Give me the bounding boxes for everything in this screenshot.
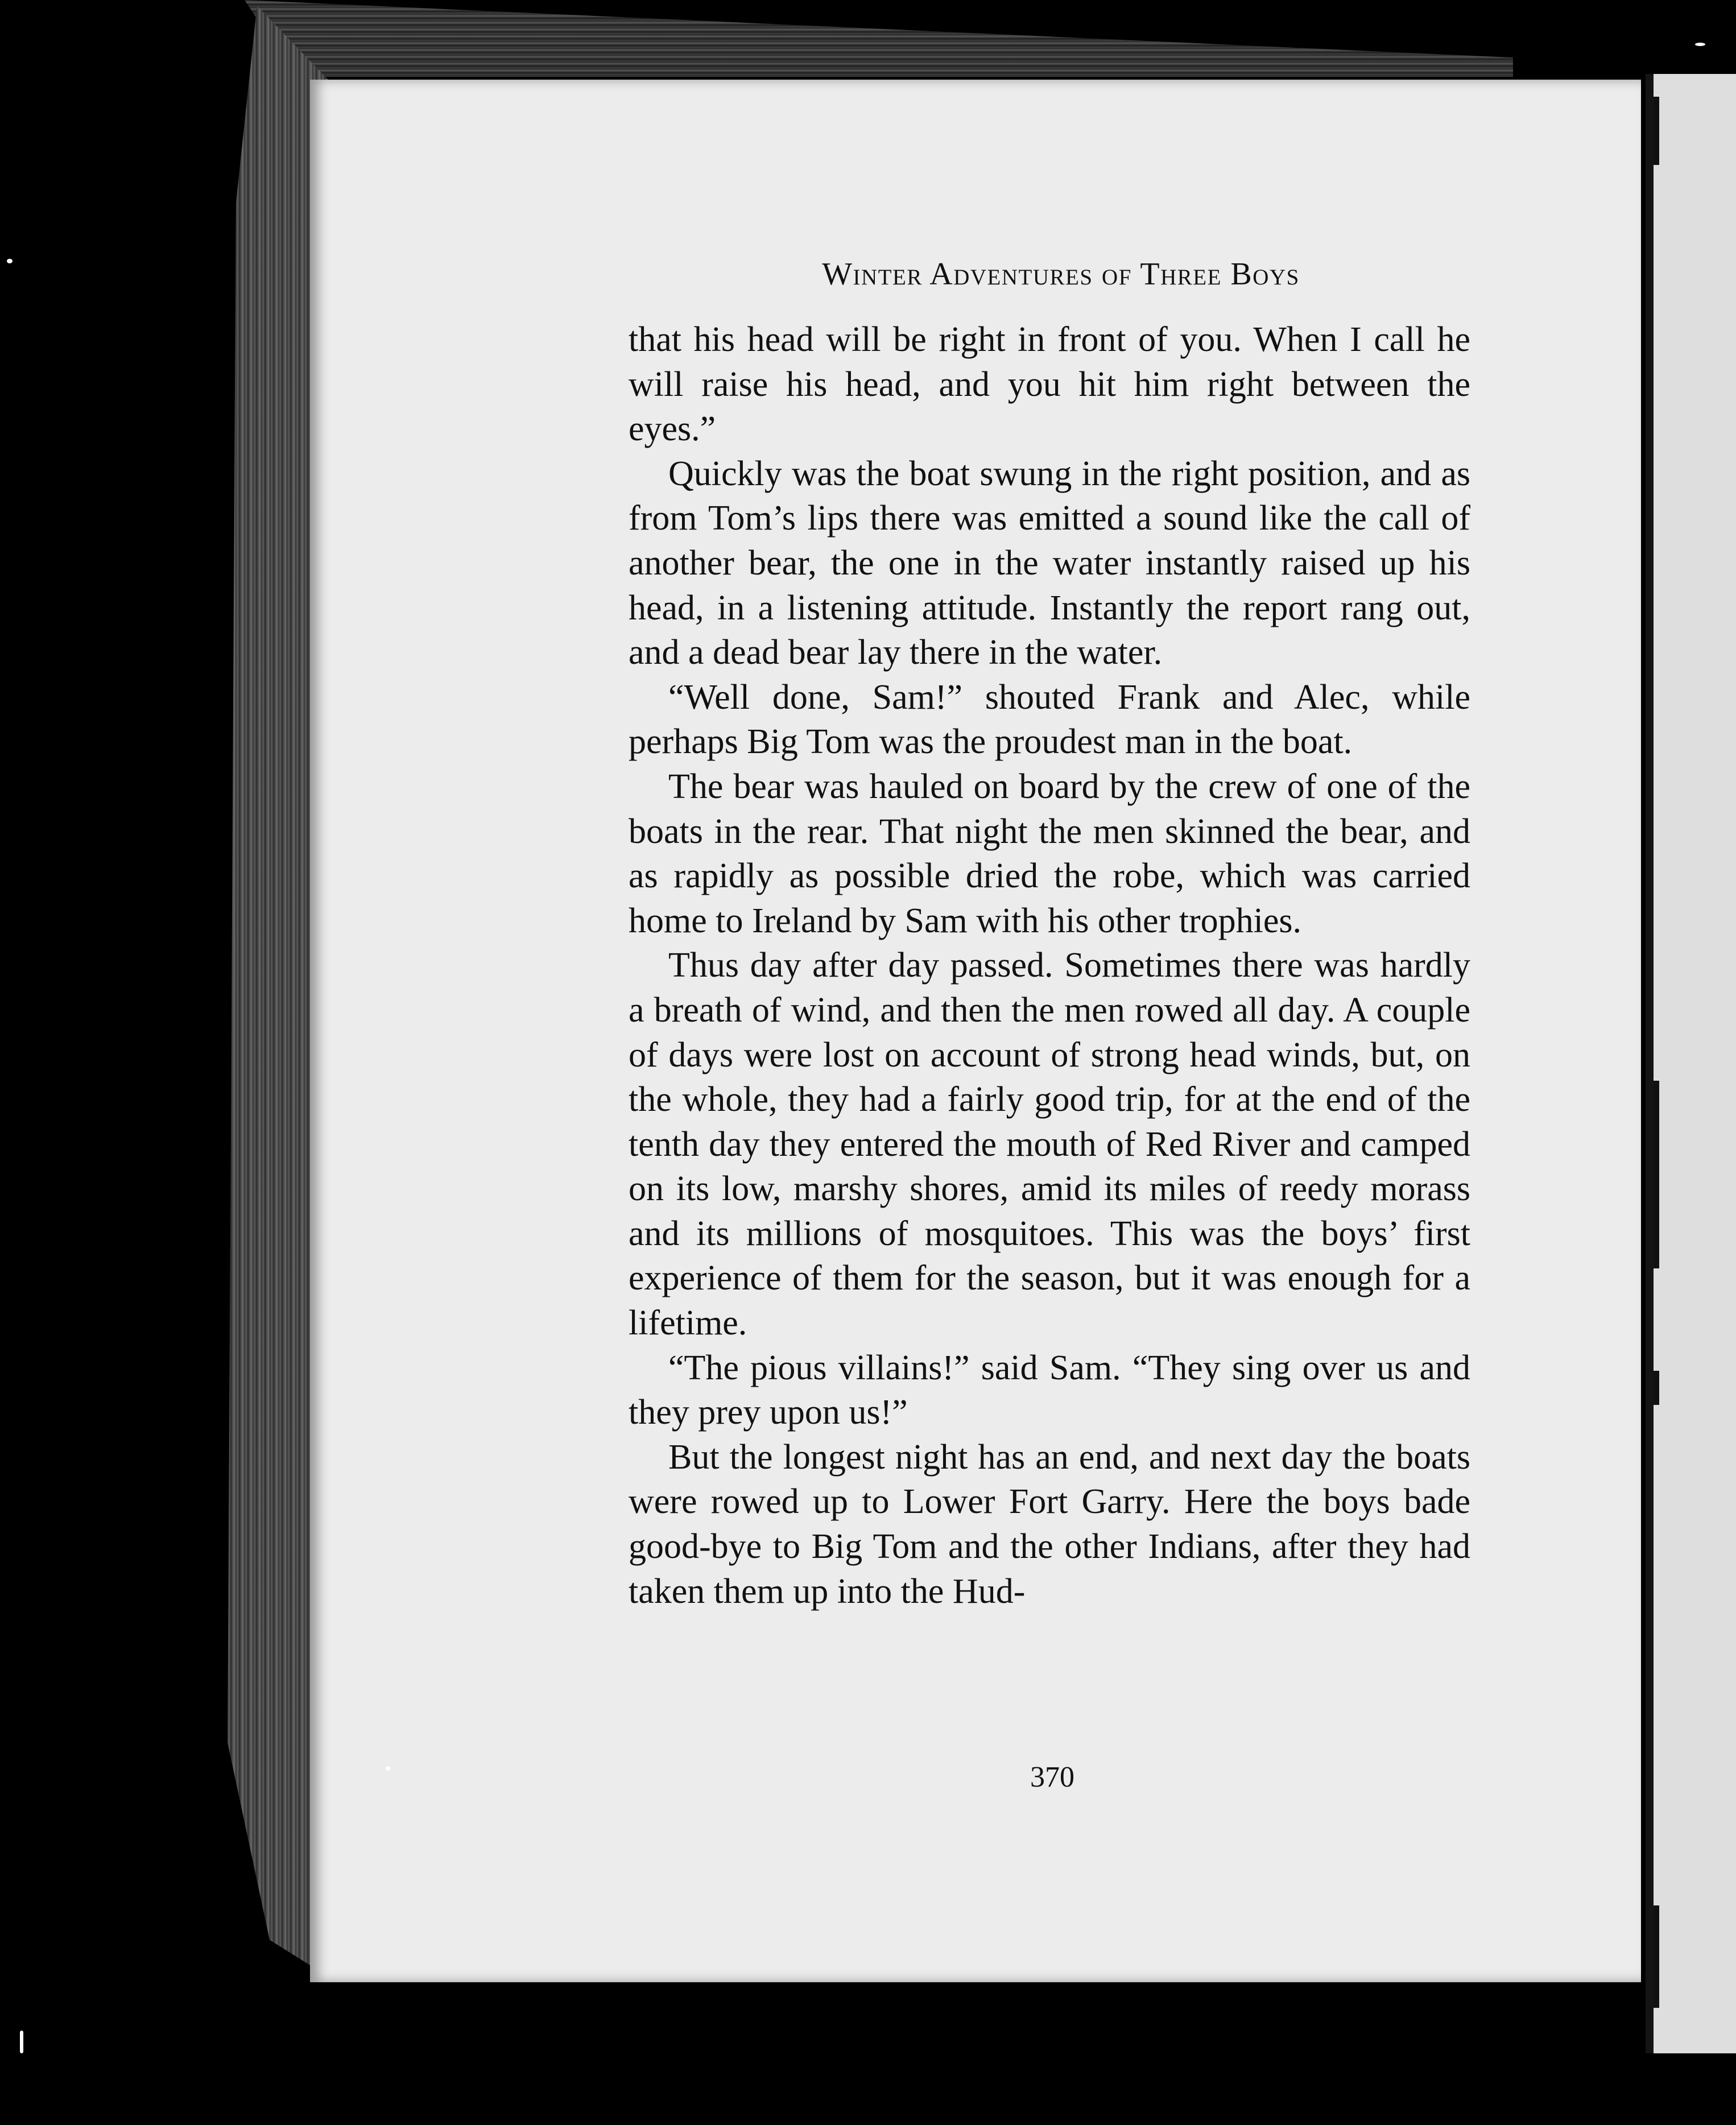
dust-speck xyxy=(20,2031,23,2053)
paragraph: “Well done, Sam!” shouted Frank and Alec, while perhaps Big Tom was the proudest man in the boat. xyxy=(629,677,1470,762)
paragraph: Thus day after day passed. Sometimes there was hardly a breath of wind, and then the men rowed all day. A couple of days were lost on account of strong head winds, but, on the whole, they had a fairly good trip, for at the end of the tenth day they entered the mouth of Red River and camped on its low, marshy shores, amid its miles of reedy morass and its millions of mosquitoes. This was the boys’ first experience of them for the season, but it was enough for a lifetime. xyxy=(629,946,1470,1343)
dust-speck xyxy=(386,1766,390,1771)
running-head: Winter Adventures of Three Boys xyxy=(822,257,1300,292)
body-text xyxy=(629,317,1470,1614)
paragraph: “The pious villains!” said Sam. “They sing over us and they prey upon us!” xyxy=(629,1348,1470,1432)
paragraph: Quickly was the boat swung in the right position, and as from Tom’s lips there was emitted a sound like the call of another bear, the one in the water instantly raised up his head, in a listening attitude. Instantly the report rang out, and a dead bear lay there in the water. xyxy=(629,454,1470,672)
paragraph: But the longest night has an end, and next day the boats were rowed up to Lower Fort Garry. Here the boys bade good-bye to Big Tom and the other Indians, after they had taken them up into the Hud- xyxy=(629,1437,1470,1611)
ink-mark xyxy=(1654,1371,1659,1405)
ink-mark xyxy=(1654,1081,1659,1268)
page-number: 370 xyxy=(1030,1761,1074,1793)
page-stack-top-edge xyxy=(245,0,1513,77)
dust-speck xyxy=(7,259,13,263)
paragraph: The bear was hauled on board by the crew of one of the boats in the rear. That night the men skinned the bear, and as rapidly as possible dried the robe, which was carried home to Ireland by Sam with his other trophies. xyxy=(629,767,1470,940)
dust-speck xyxy=(1695,43,1705,46)
adjacent-page-edge xyxy=(1646,74,1736,2053)
paragraph: that his head will be right in front of you. When I call he will raise his head, and you hit him right between the eyes.” xyxy=(629,320,1470,449)
ink-mark xyxy=(1654,97,1659,165)
ink-mark xyxy=(1654,1905,1659,2008)
